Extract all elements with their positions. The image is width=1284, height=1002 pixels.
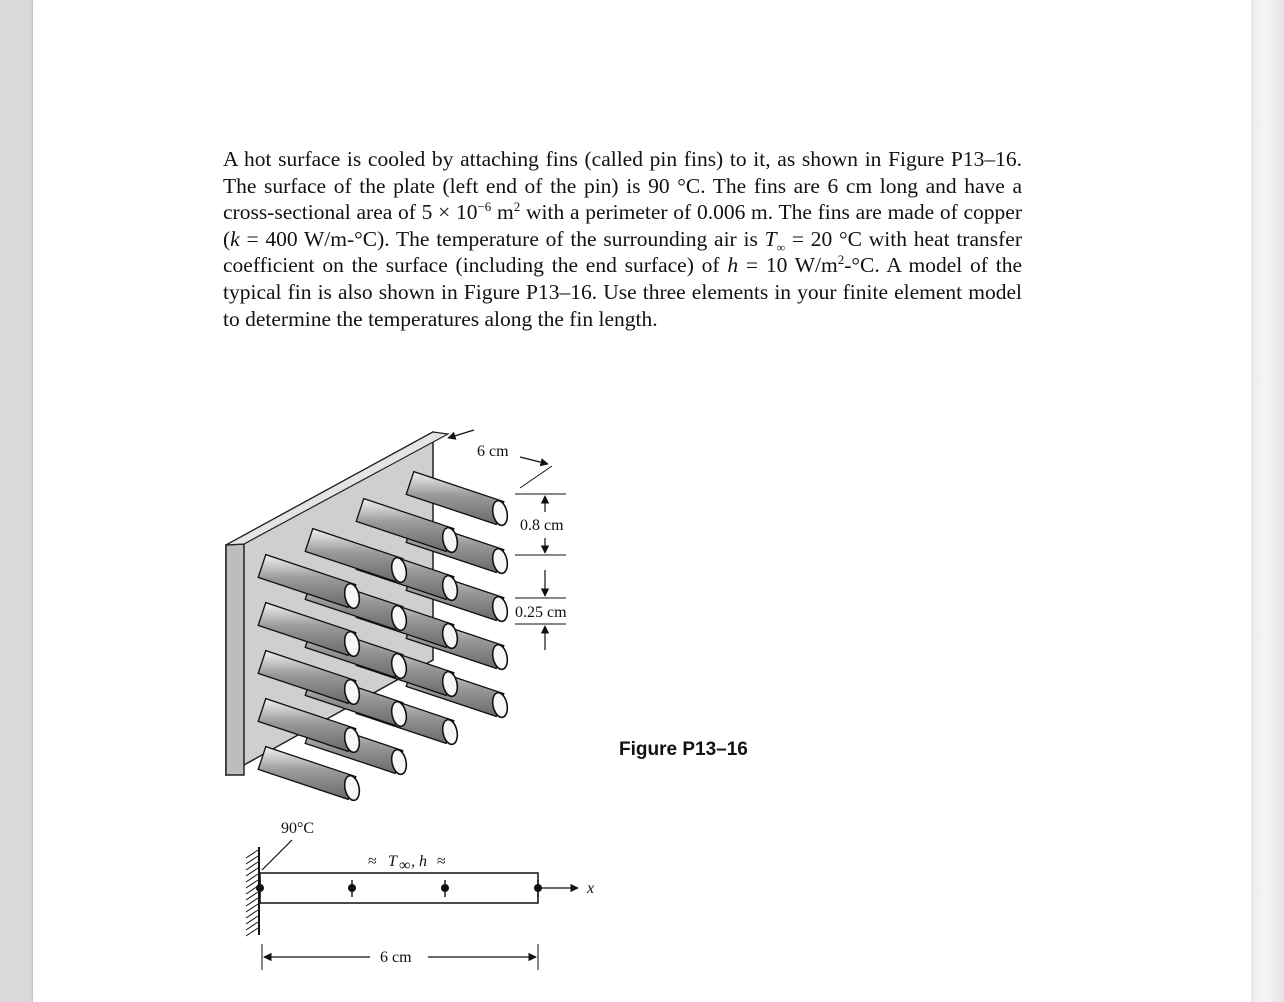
dim-model-length bbox=[262, 944, 538, 970]
wall-hatching bbox=[246, 850, 258, 936]
x-axis-label: x bbox=[587, 880, 595, 897]
dim-fin-spacing bbox=[515, 494, 566, 555]
nodes bbox=[256, 884, 542, 892]
svg-text:, h: , h bbox=[411, 853, 427, 870]
dim-fin-length bbox=[448, 430, 552, 488]
svg-text:≈: ≈ bbox=[368, 853, 377, 870]
fin-bar bbox=[260, 873, 538, 903]
ambient-condition-label bbox=[368, 853, 446, 874]
svg-text:T: T bbox=[388, 853, 397, 870]
svg-text:≈: ≈ bbox=[437, 853, 446, 870]
svg-text:∞: ∞ bbox=[399, 857, 411, 874]
figure-caption: Figure P13–16 bbox=[619, 739, 748, 760]
fin-model bbox=[246, 820, 594, 970]
dim-fin-spacing-label: 0.8 cm bbox=[520, 517, 564, 534]
wall-temperature-label: 90°C bbox=[281, 820, 315, 837]
problem-statement: A hot surface is cooled by attaching fins (called pin fins) to it, as shown in Figure P13–16. The surface of the plate (left end of the pin) is 90 °C. The fins are 6 cm long and have a cross-sectional area of $5 \times 10^{-6}$ $m^2$ with a perimeter of 0.006 m. The fins are made of copper (k = 400 W/m-°C). The temperature of the surrounding air is $T_\infty = 20$ °C with heat transfer coefficient on the surface (including the end surface) of h = 10 $W/m^2-^\circ C$. A model of the typical fin is also shown in Figure P13–16. Use three elements in your finite element model to determine the temperatures along the fin length. bbox=[223, 147, 1023, 331]
model-length-label: 6 cm bbox=[380, 949, 412, 966]
dim-fin-diameter-label: 0.25 cm bbox=[515, 604, 567, 621]
node-ticks bbox=[260, 880, 538, 897]
dim-fin-diameter bbox=[515, 570, 567, 650]
dim-fin-length-label: 6 cm bbox=[477, 443, 509, 460]
